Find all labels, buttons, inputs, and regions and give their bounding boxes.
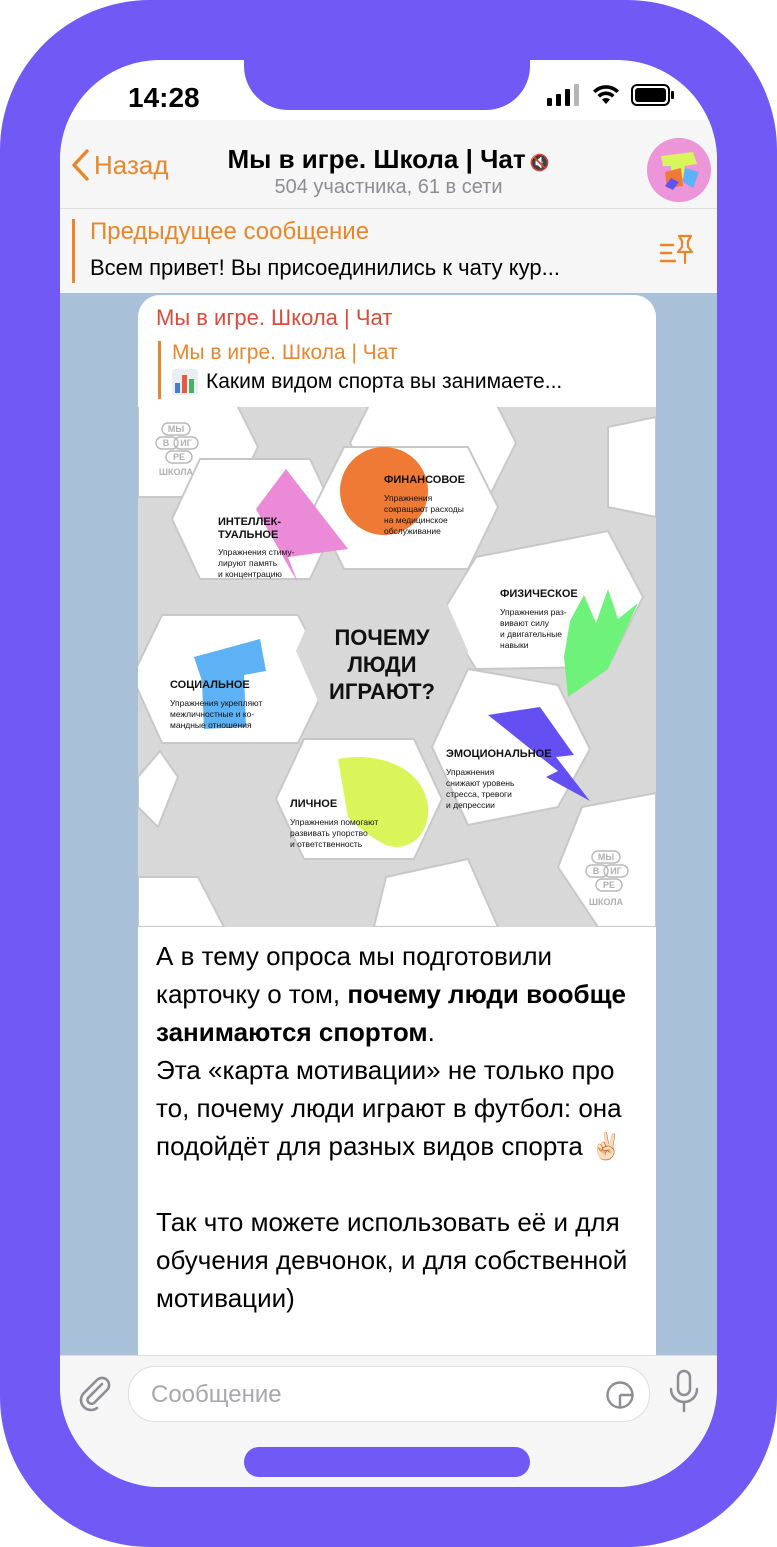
hex-cell xyxy=(608,417,656,517)
svg-text:ЛИЧНОЕ: ЛИЧНОЕ xyxy=(290,798,338,810)
svg-text:СОЦИАЛЬНОЕ: СОЦИАЛЬНОЕ xyxy=(170,679,250,691)
battery-icon xyxy=(631,84,675,106)
chat-title[interactable] xyxy=(60,144,717,175)
message-input[interactable] xyxy=(128,1366,650,1422)
svg-text:ШКОЛА: ШКОЛА xyxy=(158,467,194,477)
mute-icon: 🔇 xyxy=(529,155,550,172)
svg-text:ТУАЛЬНОЕ: ТУАЛЬНОЕ xyxy=(218,529,279,541)
svg-text:Упражнения раз-: Упражнения раз- xyxy=(500,607,567,617)
svg-text:обслуживание: обслуживание xyxy=(384,526,441,536)
svg-text:и двигательные: и двигательные xyxy=(500,629,562,639)
message-paragraph-1: А в тему опроса мы подготовили карточку о том, почему люди вообще занимаются спортом. xyxy=(156,941,627,1047)
svg-text:сокращают расходы: сокращают расходы xyxy=(384,504,464,514)
microphone-icon[interactable] xyxy=(667,1368,701,1414)
svg-text:Упражнения помогают: Упражнения помогают xyxy=(290,817,379,827)
motivation-card xyxy=(138,407,656,927)
message-bubble[interactable] xyxy=(138,295,656,1355)
forward-accent-bar xyxy=(158,341,161,399)
message-paragraph-3: Так что можете использовать её и для обучения девчонок, и для собственной мотивации) xyxy=(156,1207,628,1313)
svg-text:и депрессии: и депрессии xyxy=(446,800,495,810)
message-sender[interactable]: Мы в игре. Школа | Чат xyxy=(156,305,393,330)
sticker-icon[interactable] xyxy=(605,1380,635,1410)
svg-text:МЫ: МЫ xyxy=(167,424,185,434)
chat-avatar[interactable] xyxy=(647,138,711,202)
svg-text:ФИЗИЧЕСКОЕ: ФИЗИЧЕСКОЕ xyxy=(500,588,578,600)
wifi-icon xyxy=(591,84,621,106)
pinned-text: Всем привет! Вы присоединились к чату кур... xyxy=(90,255,560,280)
home-indicator[interactable] xyxy=(244,1447,530,1477)
svg-text:мандные отношения: мандные отношения xyxy=(170,720,252,730)
svg-text:Упражнения: Упражнения xyxy=(446,767,495,777)
screen xyxy=(60,60,717,1487)
svg-text:ИНТЕЛЛЕК-: ИНТЕЛЛЕК- xyxy=(218,516,282,528)
svg-text:и концентрацию: и концентрацию xyxy=(218,569,282,579)
message-bold-phrase: почему люди вообще занимаются спортом xyxy=(156,979,627,1047)
svg-text:В: В xyxy=(592,866,600,876)
forwarded-preview[interactable] xyxy=(172,369,642,395)
forwarded-from[interactable]: Мы в игре. Школа | Чат xyxy=(172,341,398,364)
svg-text:снижают уровень: снижают уровень xyxy=(446,778,515,788)
svg-text:ЛЮДИ: ЛЮДИ xyxy=(347,652,417,677)
chat-area[interactable] xyxy=(60,293,717,1355)
notch xyxy=(244,60,530,110)
status-icons xyxy=(547,84,675,106)
svg-text:ИГ: ИГ xyxy=(180,438,192,448)
message-paragraph-2: Эта «карта мотивации» не только про то, почему люди играют в футбол: она подойдёт для разных видов спорта ✌🏻 xyxy=(156,1055,623,1161)
svg-text:межличностные и ко-: межличностные и ко- xyxy=(170,709,255,719)
pinned-message[interactable] xyxy=(60,208,717,294)
svg-text:Упражнения укрепляют: Упражнения укрепляют xyxy=(170,698,263,708)
svg-text:ФИНАНСОВОЕ: ФИНАНСОВОЕ xyxy=(384,474,465,486)
pin-list-icon[interactable] xyxy=(659,233,695,267)
chat-title-text: Мы в игре. Школа | Чат xyxy=(227,144,526,174)
message-text xyxy=(156,937,646,1317)
svg-text:стресса, тревоги: стресса, тревоги xyxy=(446,789,512,799)
status-time: 14:28 xyxy=(128,82,200,113)
svg-text:развивать упорство: развивать упорство xyxy=(290,828,368,838)
svg-text:Упражнения стиму-: Упражнения стиму- xyxy=(218,547,295,557)
pinned-title: Предыдущее сообщение xyxy=(90,218,370,245)
svg-text:вивают силу: вивают силу xyxy=(500,618,550,628)
svg-text:ЭМОЦИОНАЛЬНОЕ: ЭМОЦИОНАЛЬНОЕ xyxy=(446,748,552,760)
svg-text:ИГРАЮТ?: ИГРАЮТ? xyxy=(329,679,435,704)
paperclip-icon[interactable] xyxy=(74,1372,114,1412)
svg-text:ИГ: ИГ xyxy=(610,866,622,876)
svg-text:В: В xyxy=(162,438,170,448)
poll-chart-icon xyxy=(172,369,198,395)
back-label: Назад xyxy=(94,149,169,180)
svg-text:ШКОЛА: ШКОЛА xyxy=(588,897,624,907)
svg-text:ПОЧЕМУ: ПОЧЕМУ xyxy=(334,625,430,650)
chat-header xyxy=(60,120,717,208)
forwarded-text: Каким видом спорта вы занимаете... xyxy=(206,370,563,393)
svg-text:и ответственность: и ответственность xyxy=(290,839,363,849)
svg-text:РЕ: РЕ xyxy=(602,880,616,890)
svg-text:лируют память: лируют память xyxy=(218,558,278,568)
svg-text:РЕ: РЕ xyxy=(172,452,186,462)
svg-text:Упражнения: Упражнения xyxy=(384,493,433,503)
social-section xyxy=(170,679,262,730)
svg-text:на медицинское: на медицинское xyxy=(384,515,448,525)
motivation-card-image[interactable] xyxy=(138,407,656,927)
pin-accent-bar xyxy=(72,219,75,283)
signal-icon xyxy=(547,84,581,106)
chat-subtitle: 504 участника, 61 в сети xyxy=(274,176,503,198)
svg-text:МЫ: МЫ xyxy=(597,852,615,862)
logo-icon xyxy=(647,138,711,202)
svg-text:навыки: навыки xyxy=(500,640,529,650)
message-placeholder: Сообщение xyxy=(151,1381,282,1408)
